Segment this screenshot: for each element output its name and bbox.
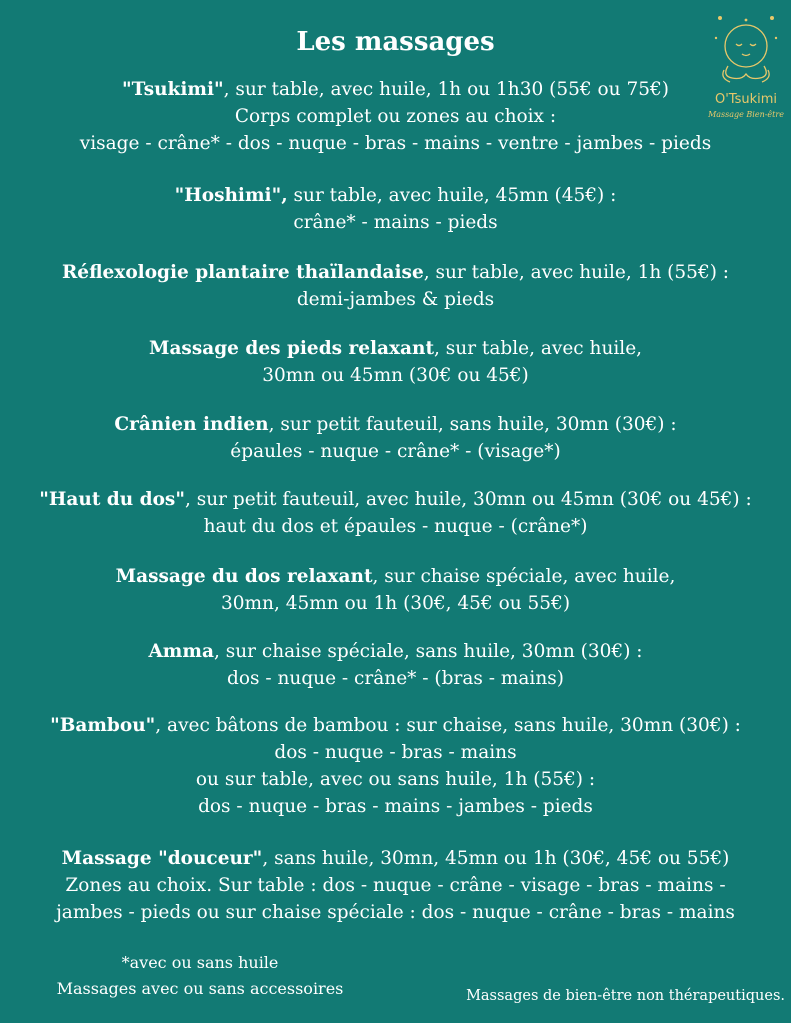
massage-item xyxy=(0,259,791,313)
massage-item xyxy=(0,411,791,465)
massage-line: 30mn ou 45mn (30€ ou 45€) xyxy=(262,365,529,386)
massage-line: crâne* - mains - pieds xyxy=(293,212,498,233)
massage-line: Zones au choix. Sur table : dos - nuque - crâne - visage - bras - mains - xyxy=(65,875,726,896)
massage-line: demi-jambes & pieds xyxy=(296,289,495,310)
massage-name: "Bambou" xyxy=(50,715,156,736)
massage-name: Massage des pieds relaxant xyxy=(148,338,435,359)
massage-name: "Hoshimi", xyxy=(174,185,288,206)
footnote-line: Massages avec ou sans accessoires xyxy=(56,979,344,998)
massage-name: "Haut du dos" xyxy=(39,489,185,510)
massage-details: , sur table, avec huile, xyxy=(434,338,643,359)
footnote xyxy=(0,950,400,1002)
massage-item xyxy=(0,76,791,157)
massage-item xyxy=(0,335,791,389)
massage-line: dos - nuque - bras - mains xyxy=(274,742,517,763)
massage-line: ou sur table, avec ou sans huile, 1h (55€) : xyxy=(195,769,596,790)
logo-name: O'Tsukimi xyxy=(714,92,778,107)
massage-details: , sans huile, 30mn, 45mn ou 1h (30€, 45€ ou 55€) xyxy=(262,848,730,869)
massage-line: haut du dos et épaules - nuque - (crâne*) xyxy=(203,516,588,537)
logo-tagline: Massage Bien-être xyxy=(708,110,784,119)
massage-details: , sur table, avec huile, 1h (55€) : xyxy=(423,262,730,283)
massage-details: , sur petit fauteuil, sans huile, 30mn (30€) : xyxy=(268,414,677,435)
massage-item xyxy=(0,486,791,540)
page-title: Les massages xyxy=(296,27,495,57)
massage-line: Corps complet ou zones au choix : xyxy=(234,106,557,127)
massage-details: , sur table, avec huile, 1h ou 1h30 (55€ ou 75€) xyxy=(223,79,670,100)
massage-line: dos - nuque - crâne* - (bras - mains) xyxy=(227,668,564,689)
massage-name: Amma xyxy=(148,641,214,662)
massage-item xyxy=(0,712,791,820)
massage-item xyxy=(0,845,791,926)
footnote-line: *avec ou sans huile xyxy=(121,953,279,972)
massage-details: sur table, avec huile, 45mn (45€) : xyxy=(287,185,617,206)
massage-details: , sur chaise spéciale, avec huile, xyxy=(372,566,676,587)
massage-item xyxy=(0,563,791,617)
massage-name: "Tsukimi" xyxy=(121,79,224,100)
massage-details: , sur chaise spéciale, sans huile, 30mn (30€) : xyxy=(213,641,643,662)
massage-line: épaules - nuque - crâne* - (visage*) xyxy=(230,441,561,462)
massage-name: Massage "douceur" xyxy=(61,848,263,869)
massage-line: visage - crâne* - dos - nuque - bras - mains - ventre - jambes - pieds xyxy=(79,133,712,154)
massage-line: dos - nuque - bras - mains - jambes - pieds xyxy=(198,796,593,817)
massage-line: jambes - pieds ou sur chaise spéciale : dos - nuque - crâne - bras - mains xyxy=(56,902,735,923)
massage-name: Massage du dos relaxant xyxy=(115,566,373,587)
massage-name: Crânien indien xyxy=(114,414,269,435)
massage-details: , sur petit fauteuil, avec huile, 30mn ou 45mn (30€ ou 45€) : xyxy=(184,489,752,510)
massage-item xyxy=(0,638,791,692)
massage-name: Réflexologie plantaire thaïlandaise xyxy=(61,262,424,283)
massage-details: , avec bâtons de bambou : sur chaise, sans huile, 30mn (30€) : xyxy=(155,715,741,736)
disclaimer: Massages de bien-être non thérapeutiques. xyxy=(466,988,785,1004)
massage-item xyxy=(0,182,791,236)
massage-line: 30mn, 45mn ou 1h (30€, 45€ ou 55€) xyxy=(220,593,571,614)
